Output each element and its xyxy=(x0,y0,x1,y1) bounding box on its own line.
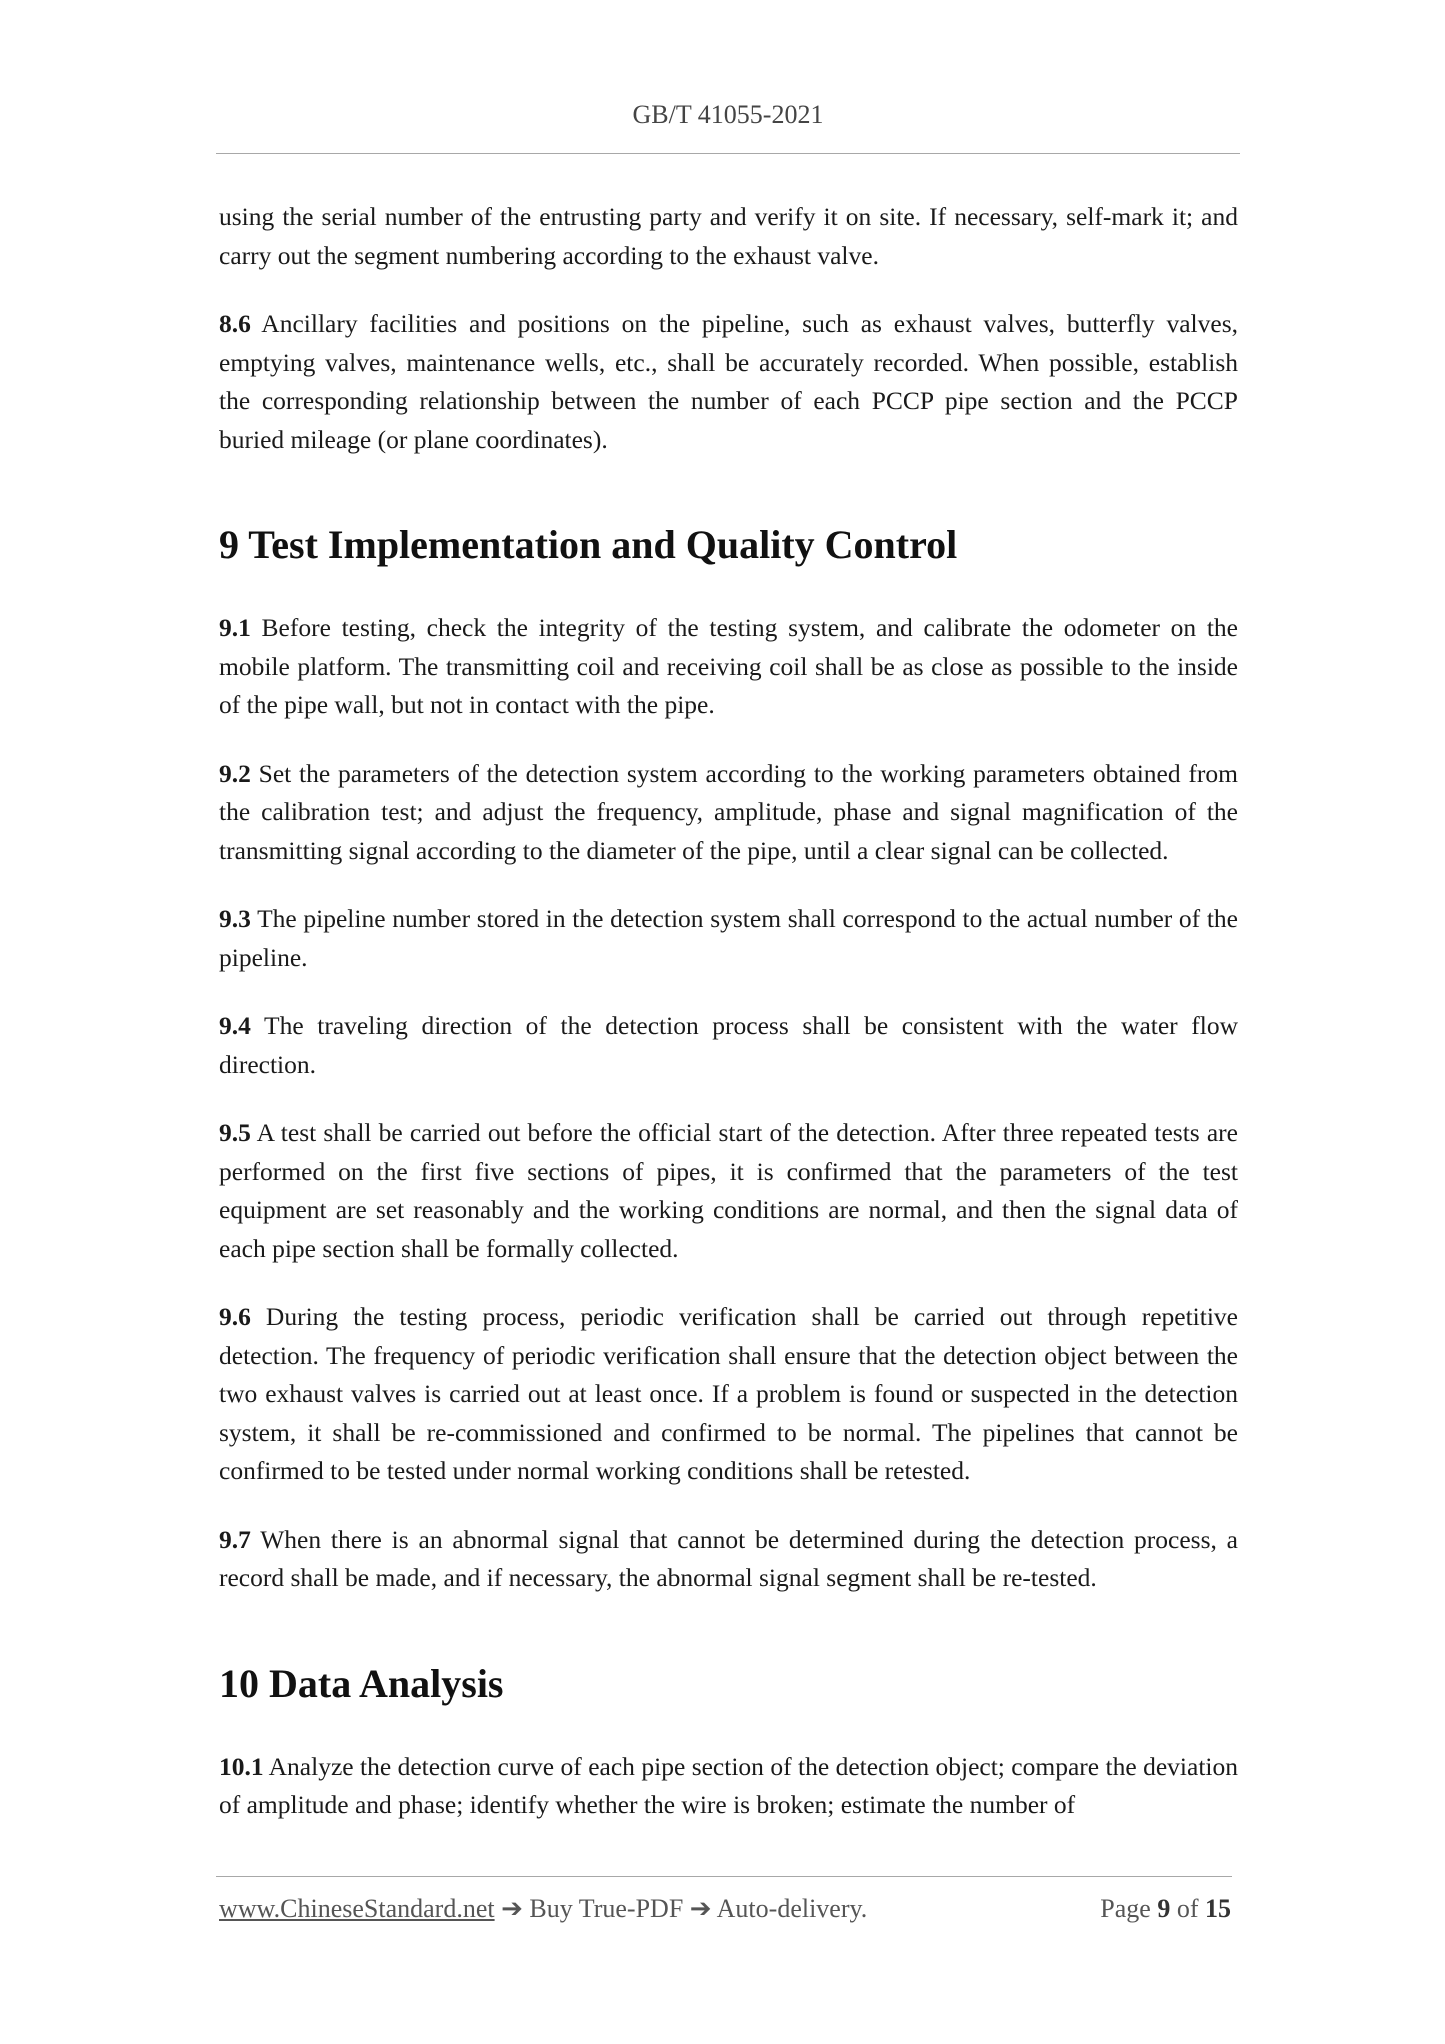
paragraph-continued xyxy=(219,198,1238,275)
page-label: Page xyxy=(1100,1894,1158,1923)
clause-text: The pipeline number stored in the detection system shall correspond to the actual number of the pipeline. xyxy=(219,904,1238,972)
buy-pdf-text: Buy True-PDF xyxy=(529,1894,684,1923)
clause-text: The traveling direction of the detection process shall be consistent with the water flow direction. xyxy=(219,1011,1238,1079)
clause-number: 9.1 xyxy=(219,613,251,642)
clause-number: 10.1 xyxy=(219,1751,264,1781)
clause-text: Ancillary facilities and positions on the pipeline, such as exhaust valves, butterfly valves, emptying valves, maintenance wells, etc., shall be accurately recorded. When possible, establish the corresponding relationship between the number of each PCCP pipe section and the PCCP buried mileage (or plane coordinates). xyxy=(219,309,1238,454)
auto-delivery-text: Auto-delivery. xyxy=(716,1894,868,1923)
clause-text: When there is an abnormal signal that cannot be determined during the detection process, a record shall be made, and if necessary, the abnormal signal segment shall be re-tested. xyxy=(219,1524,1238,1592)
clause-text: Before testing, check the integrity of the testing system, and calibrate the odometer on the mobile platform. The transmitting coil and receiving coil shall be as close as possible to the inside of the pipe wall, but not in contact with the pipe. xyxy=(219,613,1238,719)
document-body xyxy=(219,198,1238,1855)
footer-promo xyxy=(219,1894,867,1924)
current-page: 9 xyxy=(1157,1894,1171,1923)
clause-text: Analyze the detection curve of each pipe section of the detection object; compare the deviation of amplitude and phase; identify whether the wire is broken; estimate the number of xyxy=(219,1751,1238,1819)
clause-10-1 xyxy=(219,1748,1238,1825)
section-9-title: 9 Test Implementation and Quality Control xyxy=(219,522,958,567)
clause-number: 9.7 xyxy=(219,1524,251,1554)
clause-9-3 xyxy=(219,900,1238,977)
clause-text: Set the parameters of the detection system according to the working parameters obtained from the calibration test; and adjust the frequency, amplitude, phase and signal magnification of the transmitting signal according to the diameter of the pipe, until a clear signal can be collected. xyxy=(219,758,1238,865)
page-header xyxy=(216,100,1240,130)
clause-number: 9.6 xyxy=(219,1302,251,1331)
total-pages: 15 xyxy=(1205,1894,1231,1923)
clause-number: 9.2 xyxy=(219,758,251,788)
footer-divider xyxy=(216,1876,1232,1877)
website-link[interactable]: www.ChineseStandard.net xyxy=(219,1894,495,1923)
clause-number: 9.5 xyxy=(219,1118,251,1147)
clause-text: A test shall be carried out before the official start of the detection. After three repeated tests are performed on the first five sections of pipes, it is confirmed that the parameters of the test equipment are set reasonably and the working conditions are normal, and then the signal data of each pipe section shall be formally collected. xyxy=(219,1118,1238,1263)
document-id: GB/T 41055-2021 xyxy=(632,100,824,129)
clause-9-1 xyxy=(219,609,1238,725)
clause-9-7 xyxy=(219,1521,1238,1598)
clause-text: During the testing process, periodic verification shall be carried out through repetitive detection. The frequency of periodic verification shall ensure that the detection object between the two exhaust valves is carried out at least once. If a problem is found or suspected in the detection system, it shall be re-commissioned and confirmed to be normal. The pipelines that cannot be confirmed to be tested under normal working conditions shall be retested. xyxy=(219,1302,1238,1485)
of-label: of xyxy=(1170,1894,1205,1923)
clause-9-5 xyxy=(219,1114,1238,1268)
clause-number: 9.3 xyxy=(219,904,251,933)
paragraph-text: using the serial number of the entrusting party and verify it on site. If necessary, self-mark it; and carry out the segment numbering according to the exhaust valve. xyxy=(219,202,1238,270)
section-10-title: 10 Data Analysis xyxy=(219,1660,504,1706)
clause-9-6 xyxy=(219,1298,1238,1491)
arrow-right-icon: ➔ xyxy=(494,1894,530,1923)
header-divider xyxy=(216,153,1240,154)
clause-number: 8.6 xyxy=(219,309,251,338)
clause-9-2 xyxy=(219,755,1238,871)
arrow-right-icon: ➔ xyxy=(683,1894,717,1923)
clause-number: 9.4 xyxy=(219,1011,251,1040)
clause-8-6 xyxy=(219,305,1238,459)
clause-9-4 xyxy=(219,1007,1238,1084)
page-number xyxy=(1100,1894,1231,1924)
